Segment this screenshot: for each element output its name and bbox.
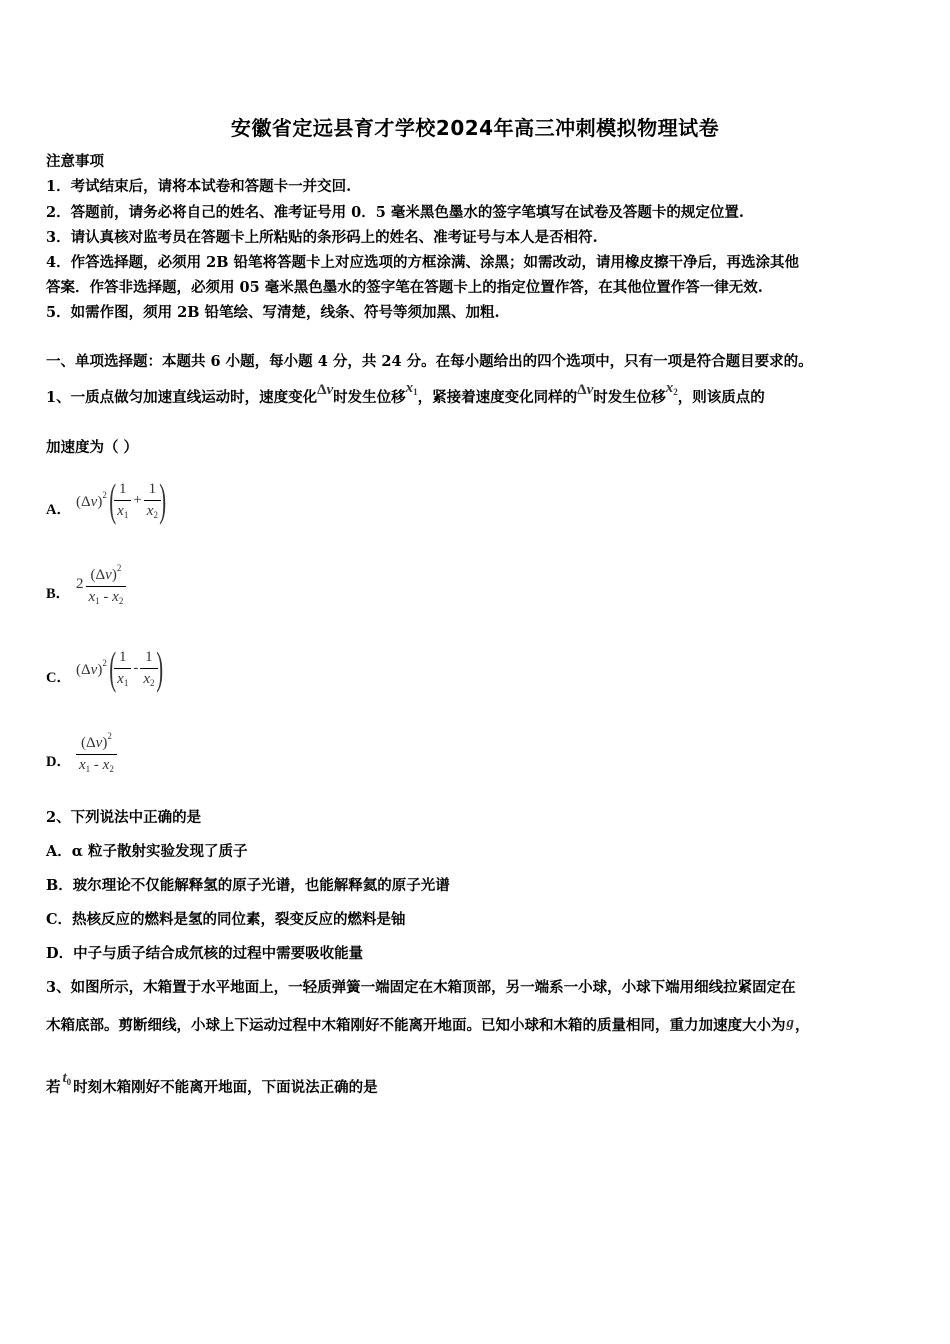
notice-heading: 注意事项	[46, 153, 104, 170]
delta-v-symbol: Δv	[317, 382, 334, 398]
q1-stem-part: 时发生位移	[333, 389, 406, 406]
q3-line2-text: 木箱底部。剪断细线，小球上下运动过程中木箱刚好不能离开地面。已知小球和木箱的质量相同，重力加速度大小为	[46, 1017, 786, 1034]
g-symbol: g	[786, 1015, 794, 1031]
option-b-label: B．	[46, 586, 71, 602]
x2-symbol: $x_2$	[665, 380, 678, 397]
question-2-option: C．热核反应的燃料是氢的同位素，裂变反应的燃料是铀	[46, 911, 406, 928]
q1-stem-part: ，则该质点的	[677, 389, 765, 406]
option-d-label: D．	[46, 754, 71, 770]
q3-line2-end: ，	[795, 1017, 810, 1034]
option-b-formula: 2 $\frac{(\Delta v)^2}{x_1 - x_2}$	[76, 556, 126, 612]
q3-line3-part: 若	[46, 1079, 61, 1096]
notice-item: 3．请认真核对监考员在答题卡上所粘贴的条形码上的姓名、准考证号与本人是否相符.	[46, 229, 598, 246]
t0-symbol: $t_0$	[62, 1070, 72, 1087]
option-c-formula: $(\Delta v)^2$ ( $\frac{1}{x_1}$ - $\frac{1}{x_2}$ )	[76, 642, 163, 693]
question-3-line1: 3、如图所示，木箱置于水平地面上，一轻质弹簧一端固定在木箱顶部，另一端系一小球，小球下端用细线拉紧固定在	[46, 979, 796, 996]
question-2-option: A．α 粒子散射实验发现了质子	[46, 843, 248, 860]
option-c-label: C．	[46, 670, 71, 686]
question-1-stem	[46, 380, 765, 412]
question-2-option: D．中子与质子结合成氘核的过程中需要吸收能量	[46, 945, 364, 962]
question-1-stem-line2: 加速度为（ ）	[46, 439, 139, 456]
question-2-option: B．玻尔理论不仅能解释氢的原子光谱，也能解释氦的原子光谱	[46, 877, 450, 894]
notice-item: 答案．作答非选择题，必须用 05 毫米黑色墨水的签字笔在答题卡上的指定位置作答，在其他位置作答一律无效.	[46, 279, 763, 296]
option-a-label: A．	[46, 502, 71, 518]
option-a-formula: $(\Delta v)^2$ ( $\frac{1}{x_1}$ + $\frac{1}{x_2}$ )	[76, 474, 167, 525]
q3-line3-part: 时刻木箱刚好不能离开地面，下面说法正确的是	[73, 1079, 378, 1096]
notice-item: 5．如需作图，须用 2B 铅笔绘、写清楚，线条、符号等须加黑、加粗.	[46, 304, 500, 321]
page-title: 安徽省定远县育才学校2024年高三冲刺模拟物理试卷	[230, 116, 720, 140]
notice-item: 1．考试结束后，请将本试卷和答题卡一并交回.	[46, 178, 352, 195]
question-3-line3	[46, 1070, 378, 1102]
x1-symbol: $x_1$	[405, 380, 418, 397]
q1-stem-part: 时发生位移	[593, 389, 666, 406]
question-2-stem: 2、下列说法中正确的是	[46, 809, 202, 826]
q1-stem-part: 1、一质点做匀加速直线运动时，速度变化	[46, 389, 318, 406]
question-3-line2	[46, 1016, 810, 1036]
section-heading: 一、单项选择题：本题共 6 小题，每小题 4 分，共 24 分。在每小题给出的四个选项中，只有一项是符合题目要求的。	[46, 353, 813, 370]
option-d-formula: $\frac{(\Delta v)^2}{x_1 - x_2}$	[76, 724, 117, 780]
q1-stem-part: ，紧接着速度变化同样的	[417, 389, 578, 406]
delta-v-symbol: Δv	[577, 382, 594, 398]
notice-item: 2．答题前，请务必将自己的姓名、准考证号用 0．5 毫米黑色墨水的签字笔填写在试卷及答题卡的规定位置.	[46, 204, 744, 221]
notice-item: 4．作答选择题，必须用 2B 铅笔将答题卡上对应选项的方框涂满、涂黑；如需改动，请用橡皮擦干净后，再选涂其他	[46, 254, 800, 271]
